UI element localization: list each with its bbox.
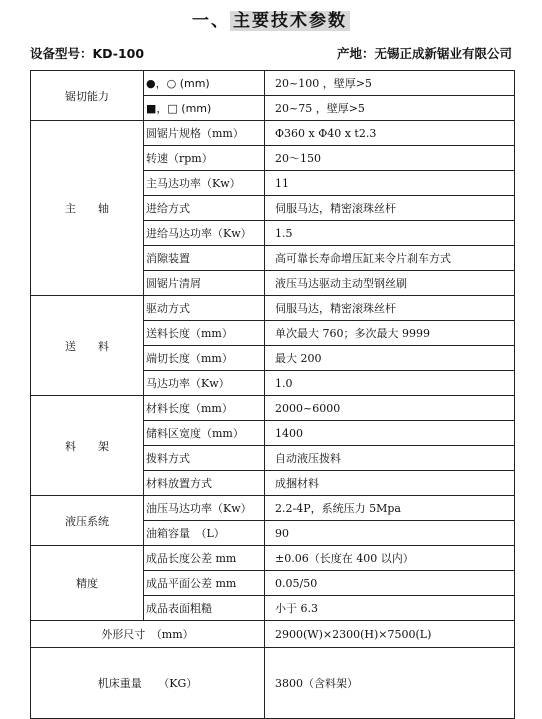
param-name: 拨料方式 (144, 446, 265, 471)
param-value: 1.5 (265, 221, 515, 246)
param-value: 1.0 (265, 371, 515, 396)
title-prefix: 一、 (192, 11, 230, 31)
param-name: 转速（rpm） (144, 146, 265, 171)
param-value: 成捆材料 (265, 471, 515, 496)
param-name: 圆锯片规格（mm） (144, 121, 265, 146)
param-value: 高可靠长寿命增压缸来令片刹车方式 (265, 246, 515, 271)
param-name: 马达功率（Kw） (144, 371, 265, 396)
param-value: 2900(W)×2300(H)×7500(L) (265, 621, 515, 648)
category-saw-capacity: 锯切能力 (31, 71, 144, 121)
param-value: 2.2-4P，系统压力 5Mpa (265, 496, 515, 521)
param-name: 材料长度（mm） (144, 396, 265, 421)
table-row (31, 621, 515, 648)
param-name: 油压马达功率（Kw） (144, 496, 265, 521)
param-value: 20~100 ，壁厚>5 (265, 71, 515, 96)
param-name: 成品表面粗糙 (144, 596, 265, 621)
category-precision: 精度 (31, 546, 144, 621)
document-title (0, 6, 542, 31)
category-rack: 料 架 (31, 396, 144, 496)
param-name: 成品平面公差 mm (144, 571, 265, 596)
table-row (31, 496, 515, 521)
title-main: 主要技术参数 (230, 11, 350, 31)
param-name: 送料长度（mm） (144, 321, 265, 346)
param-name: ●，○ (mm) (144, 71, 265, 96)
table-row (31, 648, 515, 719)
param-value: 0.05/50 (265, 571, 515, 596)
table-row (31, 296, 515, 321)
param-value: 液压马达驱动主动型钢丝刷 (265, 271, 515, 296)
category-spindle: 主 轴 (31, 121, 144, 296)
param-value: 20~75 ，壁厚>5 (265, 96, 515, 121)
param-name: 油箱容量 （L） (144, 521, 265, 546)
param-value: 20～150 (265, 146, 515, 171)
param-name: 进给马达功率（Kw） (144, 221, 265, 246)
category-feeding: 送 料 (31, 296, 144, 396)
param-name: 主马达功率（Kw） (144, 171, 265, 196)
category-weight: 机床重量 （KG） (31, 648, 265, 719)
table-row (31, 546, 515, 571)
param-name: 圆锯片清屑 (144, 271, 265, 296)
param-value: 90 (265, 521, 515, 546)
param-value: 伺服马达，精密滚珠丝杆 (265, 196, 515, 221)
category-dimensions: 外形尺寸 （mm） (31, 621, 265, 648)
param-name: 材料放置方式 (144, 471, 265, 496)
model-label: 设备型号：KD-100 (30, 46, 145, 61)
param-value: 单次最大 760；多次最大 9999 (265, 321, 515, 346)
param-value: 1400 (265, 421, 515, 446)
param-name: 储料区宽度（mm） (144, 421, 265, 446)
param-name: ■，□ (mm) (144, 96, 265, 121)
table-row (31, 396, 515, 421)
param-value: Φ360 x Φ40 x t2.3 (265, 121, 515, 146)
param-value: 3800（含料架） (265, 648, 515, 719)
param-name: 进给方式 (144, 196, 265, 221)
table-row (31, 121, 515, 146)
spec-table (30, 70, 515, 719)
param-name: 成品长度公差 mm (144, 546, 265, 571)
param-value: 自动液压拨料 (265, 446, 515, 471)
param-value: 小于 6.3 (265, 596, 515, 621)
param-name: 端切长度（mm） (144, 346, 265, 371)
param-name: 驱动方式 (144, 296, 265, 321)
param-name: 消隙装置 (144, 246, 265, 271)
param-value: 伺服马达，精密滚珠丝杆 (265, 296, 515, 321)
param-value: 11 (265, 171, 515, 196)
param-value: 最大 200 (265, 346, 515, 371)
category-hydraulic: 液压系统 (31, 496, 144, 546)
param-value: 2000~6000 (265, 396, 515, 421)
param-value: ±0.06（长度在 400 以内） (265, 546, 515, 571)
origin-label: 产地：无锡正成新锯业有限公司 (336, 46, 512, 61)
table-row (31, 71, 515, 96)
